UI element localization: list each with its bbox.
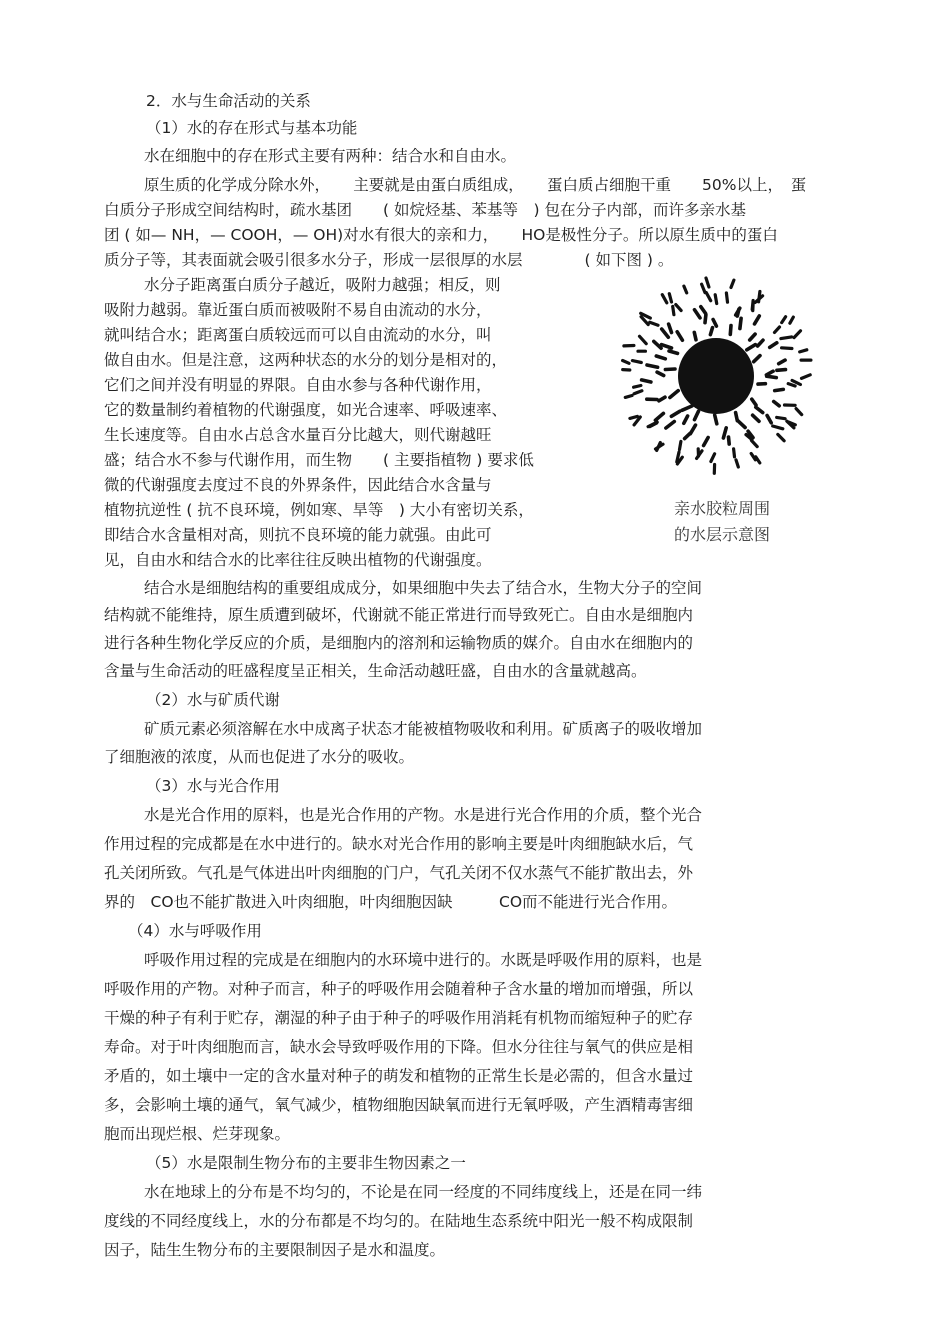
water-molecule — [788, 384, 795, 386]
water-molecule — [729, 437, 730, 444]
water-molecule — [662, 295, 667, 303]
paragraph-line: 它的数量制约着植物的代谢强度，如光合速率、呼吸速率、 — [104, 401, 508, 419]
paragraph-line: 微的代谢强度去度过不良的外界条件，因此结合水含量与 — [104, 476, 492, 494]
paragraph-line: 了细胞液的浓度，从而也促进了水分的吸收。 — [104, 748, 415, 766]
water-molecule — [706, 293, 710, 301]
paragraph-line: 水在细胞中的存在形式主要有两种：结合水和自由水。 — [144, 147, 517, 165]
subsection-heading: （1）水的存在形式与基本功能 — [146, 119, 358, 137]
water-molecule — [767, 376, 777, 377]
water-molecule — [684, 286, 687, 293]
figure-caption-line: 亲水胶粒周围 — [674, 499, 771, 518]
water-molecule — [662, 329, 669, 337]
water-molecule — [632, 361, 641, 363]
water-molecule — [677, 452, 679, 462]
paragraph-line: 原生质的化学成分除水外， 主要就是由蛋白质组成， 蛋白质占细胞干重 50%以上， 蛋 — [144, 176, 807, 194]
water-molecule — [654, 341, 661, 348]
water-molecule — [634, 386, 641, 388]
paragraph-line: 质分子等，其表面就会吸引很多水分子，形成一层很厚的水层 ( 如下图 ) 。 — [104, 251, 674, 269]
water-molecule — [659, 397, 665, 401]
paragraph-line: 呼吸作用的产物。对种子而言，种子的呼吸作用会随着种子含水量的增加而增强，所以 — [104, 980, 694, 998]
paragraph-line: 见，自由水和结合水的比率往往反映出植物的代谢强度。 — [104, 551, 492, 569]
paragraph-line: 吸附力越弱。靠近蛋白质而被吸附不易自由流动的水分， — [104, 301, 492, 319]
paragraph-line: 结合水是细胞结构的重要组成成分，如果细胞中失去了结合水，生物大分子的空间 — [144, 579, 703, 597]
water-molecule — [738, 421, 745, 428]
water-molecule — [755, 316, 760, 324]
water-molecule — [684, 416, 688, 423]
water-molecule — [630, 416, 638, 418]
paragraph-line: 生长速度等。自由水占总含水量百分比越大，则代谢越旺 — [104, 426, 492, 444]
section-heading: 2．水与生命活动的关系 — [146, 92, 311, 110]
water-molecule — [657, 372, 664, 375]
colloid-core — [678, 338, 754, 414]
water-molecule — [794, 331, 801, 338]
water-molecule — [704, 438, 709, 446]
water-molecule — [682, 406, 692, 410]
subsection-heading: （3）水与光合作用 — [146, 777, 280, 795]
figure-caption-line: 的水层示意图 — [674, 525, 771, 544]
water-molecule — [676, 305, 681, 311]
water-molecule — [669, 351, 678, 353]
water-molecule — [670, 391, 678, 398]
paragraph-line: 作用过程的完成都是在水中进行的。缺水对光合作用的影响主要是叶肉细胞缺水后，气 — [104, 835, 694, 853]
water-molecule — [634, 391, 642, 394]
water-molecule — [753, 415, 759, 421]
water-molecule — [673, 306, 674, 314]
water-molecule — [705, 315, 706, 323]
water-molecule — [669, 294, 671, 302]
water-molecule — [726, 293, 727, 302]
water-molecule — [665, 369, 675, 370]
water-molecule — [685, 433, 690, 438]
water-molecule — [680, 441, 681, 449]
paragraph-line: 植物抗逆性 ( 抗不良环境，例如寒、旱等 ) 大小有密切关系， — [104, 501, 534, 519]
water-molecule — [766, 371, 773, 375]
water-molecule — [777, 417, 785, 418]
paragraph-line: 水在地球上的分布是不均匀的，不论是在同一经度的不同纬度线上，还是在同一纬 — [144, 1183, 703, 1201]
hydration-layer-diagram — [606, 276, 838, 476]
water-molecule — [754, 356, 760, 362]
water-molecule — [758, 340, 763, 346]
water-molecule — [723, 428, 726, 438]
paragraph-line: 因子，陆生生物分布的主要限制因子是水和温度。 — [104, 1241, 446, 1259]
paragraph-line: 水是光合作用的原料，也是光合作用的产物。水是进行光合作用的介质，整个光合 — [144, 806, 703, 824]
paragraph-line: 呼吸作用过程的完成是在细胞内的水环境中进行的。水既是呼吸作用的原料，也是 — [144, 951, 703, 969]
water-molecule — [715, 415, 717, 424]
water-molecule — [623, 361, 629, 364]
water-molecule — [701, 307, 706, 314]
paragraph-line: 矛盾的，如土壤中一定的含水量对种子的萌发和植物的正常生长是必需的，但含水量过 — [104, 1067, 694, 1085]
paragraph-line: 胞而出现烂根、烂芽现象。 — [104, 1125, 291, 1143]
paragraph-line: 寿命。对于叶肉细胞而言，缺水会导致呼吸作用的下降。但水分往往与氧气的供应是相 — [104, 1038, 694, 1056]
paragraph-line: 界的 CO也不能扩散进入叶肉细胞，叶肉细胞因缺 CO而不能进行光合作用。 — [104, 893, 678, 911]
water-molecule — [731, 280, 734, 287]
water-molecule — [767, 416, 771, 423]
water-molecule — [775, 327, 780, 332]
paragraph-line: 做自由水。但是注意，这两种状态的水分的划分是相对的， — [104, 351, 508, 369]
water-molecule — [782, 348, 792, 349]
water-molecule — [747, 345, 756, 350]
water-molecule — [740, 318, 741, 328]
water-molecule — [802, 375, 811, 379]
water-molecule — [750, 334, 755, 340]
water-molecule — [640, 336, 647, 343]
water-molecule — [796, 409, 802, 415]
water-molecule — [713, 320, 716, 327]
water-molecule — [752, 399, 756, 405]
water-molecule — [778, 434, 784, 440]
water-molecule — [669, 324, 672, 332]
water-molecule — [790, 317, 793, 323]
water-molecule — [773, 426, 783, 429]
water-molecule — [655, 413, 663, 420]
water-molecule — [661, 345, 671, 348]
paragraph-line: 含量与生命活动的旺盛程度呈正相关，生命活动越旺盛，自由水的含量就越高。 — [104, 662, 647, 680]
water-molecule — [695, 310, 701, 318]
water-molecule — [756, 407, 763, 412]
paragraph-line: 干燥的种子有利于贮存，潮湿的种子由于种子的呼吸作用消耗有机物而缩短种子的贮存 — [104, 1009, 694, 1027]
paragraph-line: 矿质元素必须溶解在水中成离子状态才能被植物吸收和利用。矿质离子的吸收增加 — [144, 720, 703, 738]
water-molecule — [715, 295, 717, 304]
water-molecule — [695, 411, 699, 419]
water-molecule — [770, 343, 777, 348]
water-molecule — [702, 284, 705, 292]
paragraph-line: 白质分子形成空间结构时，疏水基团 ( 如烷烃基、苯基等 ) 包在分子内部，而许多亲水基 — [104, 201, 746, 219]
water-molecule — [800, 350, 807, 352]
water-molecule — [751, 454, 755, 460]
water-molecule — [752, 441, 758, 447]
paragraph-line: 度线的不同经度线上，水的分布都是不均匀的。在陆地生态系统中阳光一般不构成限制 — [104, 1212, 694, 1230]
subsection-heading: （2）水与矿质代谢 — [146, 691, 280, 709]
paragraph-line: 团 ( 如— NH，— COOH，— OH)对水有很大的亲和力， HO是极性分子。所以原生质中的蛋白 — [104, 226, 778, 244]
paragraph-line: 即结合水含量相对高，则抗不良环境的能力就强。由此可 — [104, 526, 492, 544]
water-molecule — [710, 328, 712, 335]
water-molecule — [782, 317, 786, 323]
water-molecule — [774, 402, 780, 406]
water-molecule — [650, 322, 658, 325]
water-molecule — [777, 370, 786, 371]
water-molecule — [625, 396, 632, 398]
water-molecule — [666, 422, 674, 429]
water-molecule — [775, 389, 784, 390]
subsection-heading: （5）水是限制生物分布的主要非生物因素之一 — [146, 1154, 466, 1172]
subsection-heading: （4）水与呼吸作用 — [128, 922, 262, 940]
water-molecule — [736, 460, 738, 467]
water-molecule — [657, 443, 661, 451]
water-molecule — [677, 332, 682, 340]
water-molecule — [647, 365, 658, 367]
water-molecule — [642, 380, 651, 382]
paragraph-line: 它们之间并没有明显的界限。自由水参与各种代谢作用， — [104, 376, 492, 394]
water-molecule — [706, 278, 709, 287]
water-molecule — [671, 411, 679, 416]
paragraph-line: 孔关闭所致。气孔是气体进出叶肉细胞的门户，气孔关闭不仅水蒸气不能扩散出去，外 — [104, 864, 694, 882]
water-molecule — [730, 326, 731, 335]
water-molecule — [734, 449, 735, 457]
paragraph-line: 结构就不能维持，原生质遭到破坏，代谢就不能正常进行而导致死亡。自由水是细胞内 — [104, 606, 694, 624]
paragraph-line: 水分子距离蛋白质分子越近，吸附力越强；相反，则 — [144, 276, 501, 294]
paragraph-line: 就叫结合水；距离蛋白质较远而可以自由流动的水分，叫 — [104, 326, 492, 344]
water-molecule — [656, 356, 665, 359]
water-molecule — [781, 337, 792, 339]
water-molecule — [711, 454, 715, 462]
paragraph-line: 多，会影响土壤的通气，氧气减少，植物细胞因缺氧而进行无氧呼吸，产生酒精毒害细 — [104, 1096, 694, 1114]
water-molecule — [694, 332, 696, 339]
paragraph-line: 盛；结合水不参与代谢作用，而生物 ( 主要指植物 ) 要求低 — [104, 451, 534, 469]
hydrophilic-colloid-figure — [606, 276, 838, 576]
paragraph-line: 进行各种生物化学反应的介质，是细胞内的溶剂和运输物质的媒介。自由水在细胞内的 — [104, 634, 694, 652]
water-molecule — [779, 360, 785, 364]
